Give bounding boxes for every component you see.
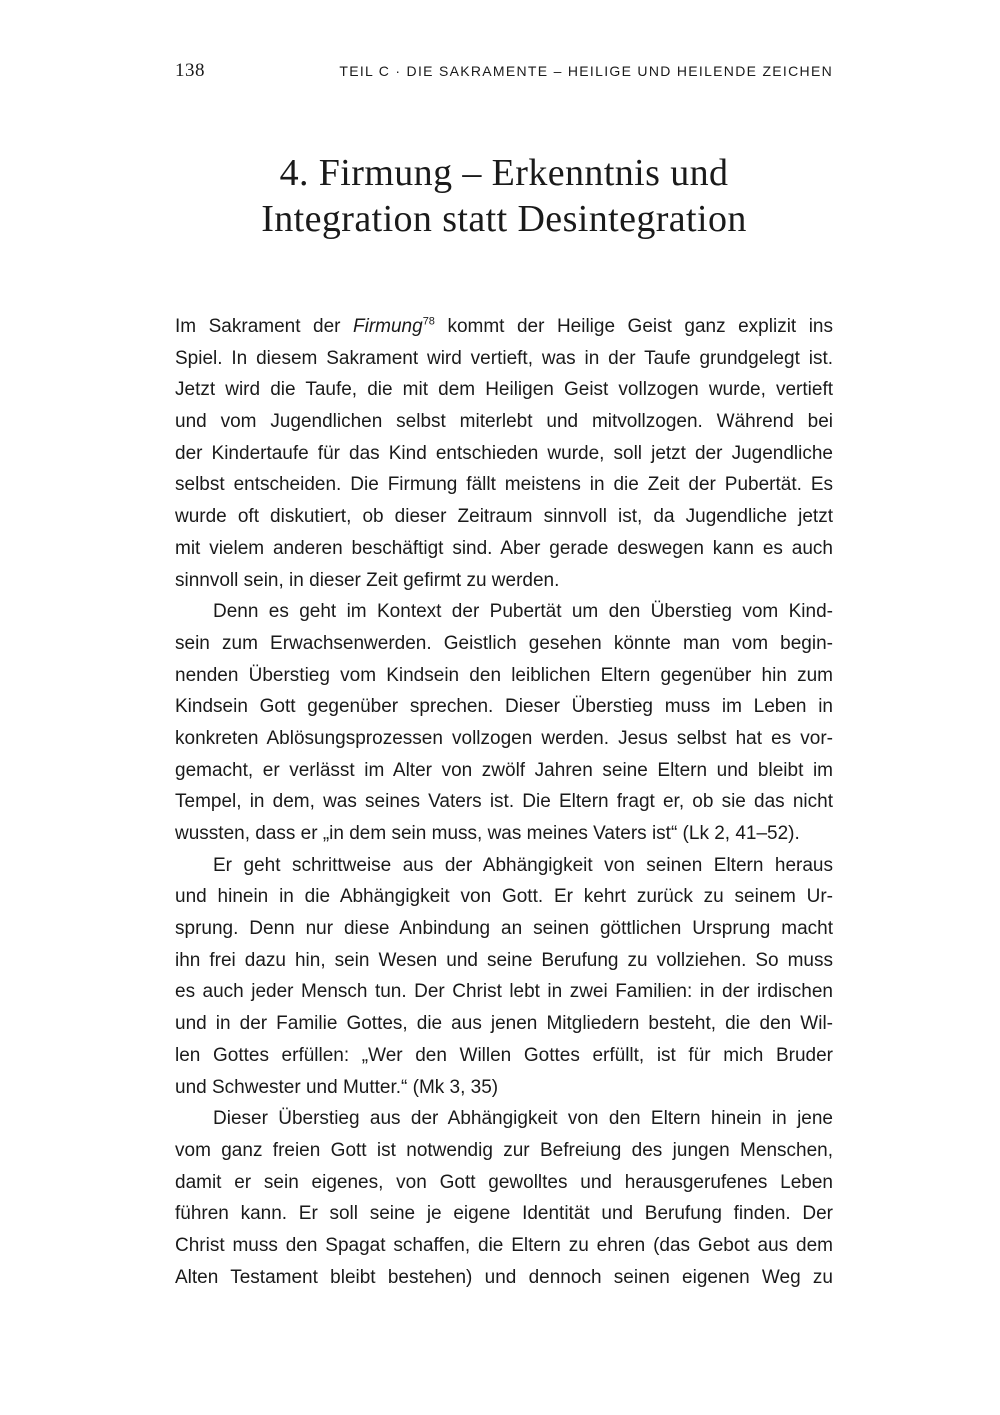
paragraph-1 (175, 311, 833, 596)
text-line: es auch jeder Mensch tun. Der Christ lebt in zwei Familien: in der irdischen (175, 981, 833, 1003)
text-line: len Gottes erfüllen: „Wer den Willen Gottes erfüllt, ist für mich Bruder (175, 1044, 833, 1066)
text-line: wussten, dass er „in dem sein muss, was meines Vaters ist“ (Lk 2, 41–52). (175, 823, 800, 844)
text-line: gemacht, er verlässt im Alter von zwölf Jahren seine Eltern und bleibt im (175, 759, 833, 781)
text-line: nenden Überstieg vom Kindsein den leiblichen Eltern gegenüber hin zum (175, 664, 833, 686)
running-head: TEIL C · DIE SAKRAMENTE – HEILIGE UND HEILENDE ZEICHEN (339, 63, 833, 79)
text-line: und hinein in die Abhängigkeit von Gott. Er kehrt zurück zu seinem Ur- (175, 886, 833, 908)
text-run: Im Sakrament der (175, 316, 353, 337)
text-line: Tempel, in dem, was seines Vaters ist. Die Eltern fragt er, ob sie das nicht (175, 791, 833, 813)
text-line: Christ muss den Spagat schaffen, die Eltern zu ehren (das Gebot aus dem (175, 1234, 833, 1256)
text-line: vom ganz freien Gott ist notwendig zur Befreiung des jungen Menschen, (175, 1139, 833, 1161)
page-header (175, 60, 833, 88)
text-line: damit er sein eigenes, von Gott gewolltes und herausgerufenes Leben (175, 1171, 833, 1193)
chapter-title-line-1: 4. Firmung – Erkenntnis und (279, 152, 729, 194)
term-firmung: Firmung (353, 316, 423, 337)
text-line: Kindsein Gott gegenüber sprechen. Dieser Überstieg muss im Leben in (175, 696, 833, 718)
text-line (175, 311, 833, 343)
text-line: ihn frei dazu hin, sein Wesen und seine Berufung zu vollziehen. So muss (175, 949, 833, 971)
text-line: sein zum Erwachsenwerden. Geistlich gesehen könnte man vom begin- (175, 632, 833, 654)
text-line: Dieser Überstieg aus der Abhängigkeit von den Eltern hinein in jene (213, 1108, 833, 1130)
chapter-title-line-2: Integration statt Desintegration (261, 198, 747, 240)
text-line: konkreten Ablösungsprozessen vollzogen werden. Jesus selbst hat es vor- (175, 727, 833, 749)
text-line: führen kann. Er soll seine je eigene Identität und Berufung finden. Der (175, 1203, 833, 1225)
text-line: Alten Testament bleibt bestehen) und dennoch seinen eigenen Weg zu (175, 1266, 833, 1288)
footnote-marker: 78 (422, 315, 435, 328)
text-line: selbst entscheiden. Die Firmung fällt meistens in die Zeit der Pubertät. Es (175, 474, 833, 496)
text-line: sinnvoll sein, in dieser Zeit gefirmt zu werden. (175, 569, 560, 591)
text-line: und Schwester und Mutter.“ (Mk 3, 35) (175, 1076, 499, 1098)
text-line: und vom Jugendlichen selbst miterlebt und mitvollzogen. Während bei (175, 411, 833, 433)
text-line: Er geht schrittweise aus der Abhängigkeit von seinen Eltern heraus (213, 854, 833, 876)
text-run: kommt der Heilige Geist ganz explizit ins (434, 316, 833, 337)
paragraph-3 (175, 850, 833, 1104)
paragraph-2 (175, 596, 833, 850)
text-line: mit vielem anderen beschäftigt sind. Aber gerade deswegen kann es auch (175, 537, 833, 559)
chapter-title (175, 150, 833, 242)
text-line: und in der Familie Gottes, die aus jenen Mitgliedern besteht, die den Wil- (175, 1013, 833, 1035)
page-number: 138 (175, 60, 205, 81)
text-line: Denn es geht im Kontext der Pubertät um den Überstieg vom Kind- (213, 601, 833, 623)
body-text (175, 311, 833, 1293)
text-line: der Kindertaufe für das Kind entschieden wurde, soll jetzt der Jugendliche (175, 442, 833, 464)
text-line: sprung. Denn nur diese Anbindung an seinen göttlichen Ursprung macht (175, 918, 833, 940)
text-line: Jetzt wird die Taufe, die mit dem Heiligen Geist vollzogen wurde, vertieft (175, 379, 833, 401)
text-line: wurde oft diskutiert, ob dieser Zeitraum sinnvoll ist, da Jugendliche jetzt (175, 506, 833, 528)
paragraph-4 (175, 1103, 833, 1293)
text-line: Spiel. In diesem Sakrament wird vertieft, was in der Taufe grundgelegt ist. (175, 347, 833, 369)
